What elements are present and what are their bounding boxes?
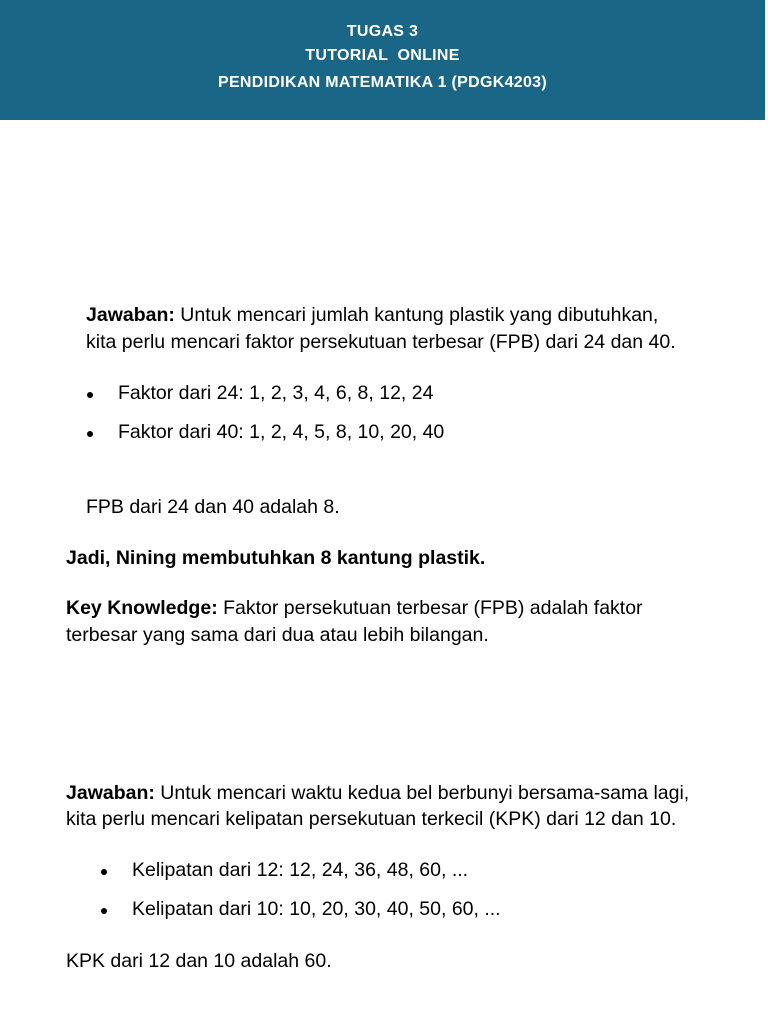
section2-answer-line2: kita perlu mencari kelipatan persekutuan terkecil (KPK) dari 12 dan 10. <box>66 808 677 830</box>
section2-answer-line1 <box>66 780 689 807</box>
document-header <box>0 0 765 120</box>
section1-bullet-item: Faktor dari 40: 1, 2, 4, 5, 8, 10, 20, 40 <box>118 421 445 443</box>
header-course-title: PENDIDIKAN MATEMATIKA 1 (PDGK4203) <box>217 74 548 91</box>
bullet-icon <box>87 392 93 398</box>
section1-key-text1: Faktor persekutuan terbesar (FPB) adalah faktor <box>217 597 643 619</box>
section1-result: FPB dari 24 dan 40 adalah 8. <box>86 496 340 518</box>
section2-answer-text1: Untuk mencari waktu kedua bel berbunyi bersama-sama lagi, <box>154 782 690 804</box>
bullet-icon <box>101 908 107 914</box>
bullet-icon <box>87 431 93 437</box>
section1-key-line1 <box>66 595 643 622</box>
header-assignment-title: TUGAS 3 <box>346 23 419 40</box>
bullet-icon <box>101 869 107 875</box>
section1-key-line2: terbesar yang sama dari dua atau lebih bilangan. <box>66 624 489 646</box>
section2-answer-label: Jawaban: <box>66 782 155 804</box>
section1-answer-line2: kita perlu mencari faktor persekutuan terbesar (FPB) dari 24 dan 40. <box>86 331 676 353</box>
section1-answer-text1: Untuk mencari jumlah kantung plastik yang dibutuhkan, <box>174 304 659 326</box>
section2-result: KPK dari 12 dan 10 adalah 60. <box>66 950 332 972</box>
section2-bullet-item: Kelipatan dari 10: 10, 20, 30, 40, 50, 60, ... <box>132 898 501 920</box>
section1-conclusion: Jadi, Nining membutuhkan 8 kantung plastik. <box>66 547 486 569</box>
section1-bullet-item: Faktor dari 24: 1, 2, 3, 4, 6, 8, 12, 24 <box>118 382 434 404</box>
header-tutorial-title: TUTORIAL ONLINE <box>305 47 460 64</box>
section1-answer-label: Jawaban: <box>86 304 175 326</box>
section1-key-label: Key Knowledge: <box>66 597 218 619</box>
section2-bullet-item: Kelipatan dari 12: 12, 24, 36, 48, 60, ... <box>132 859 469 881</box>
section1-answer-line1 <box>86 302 658 329</box>
